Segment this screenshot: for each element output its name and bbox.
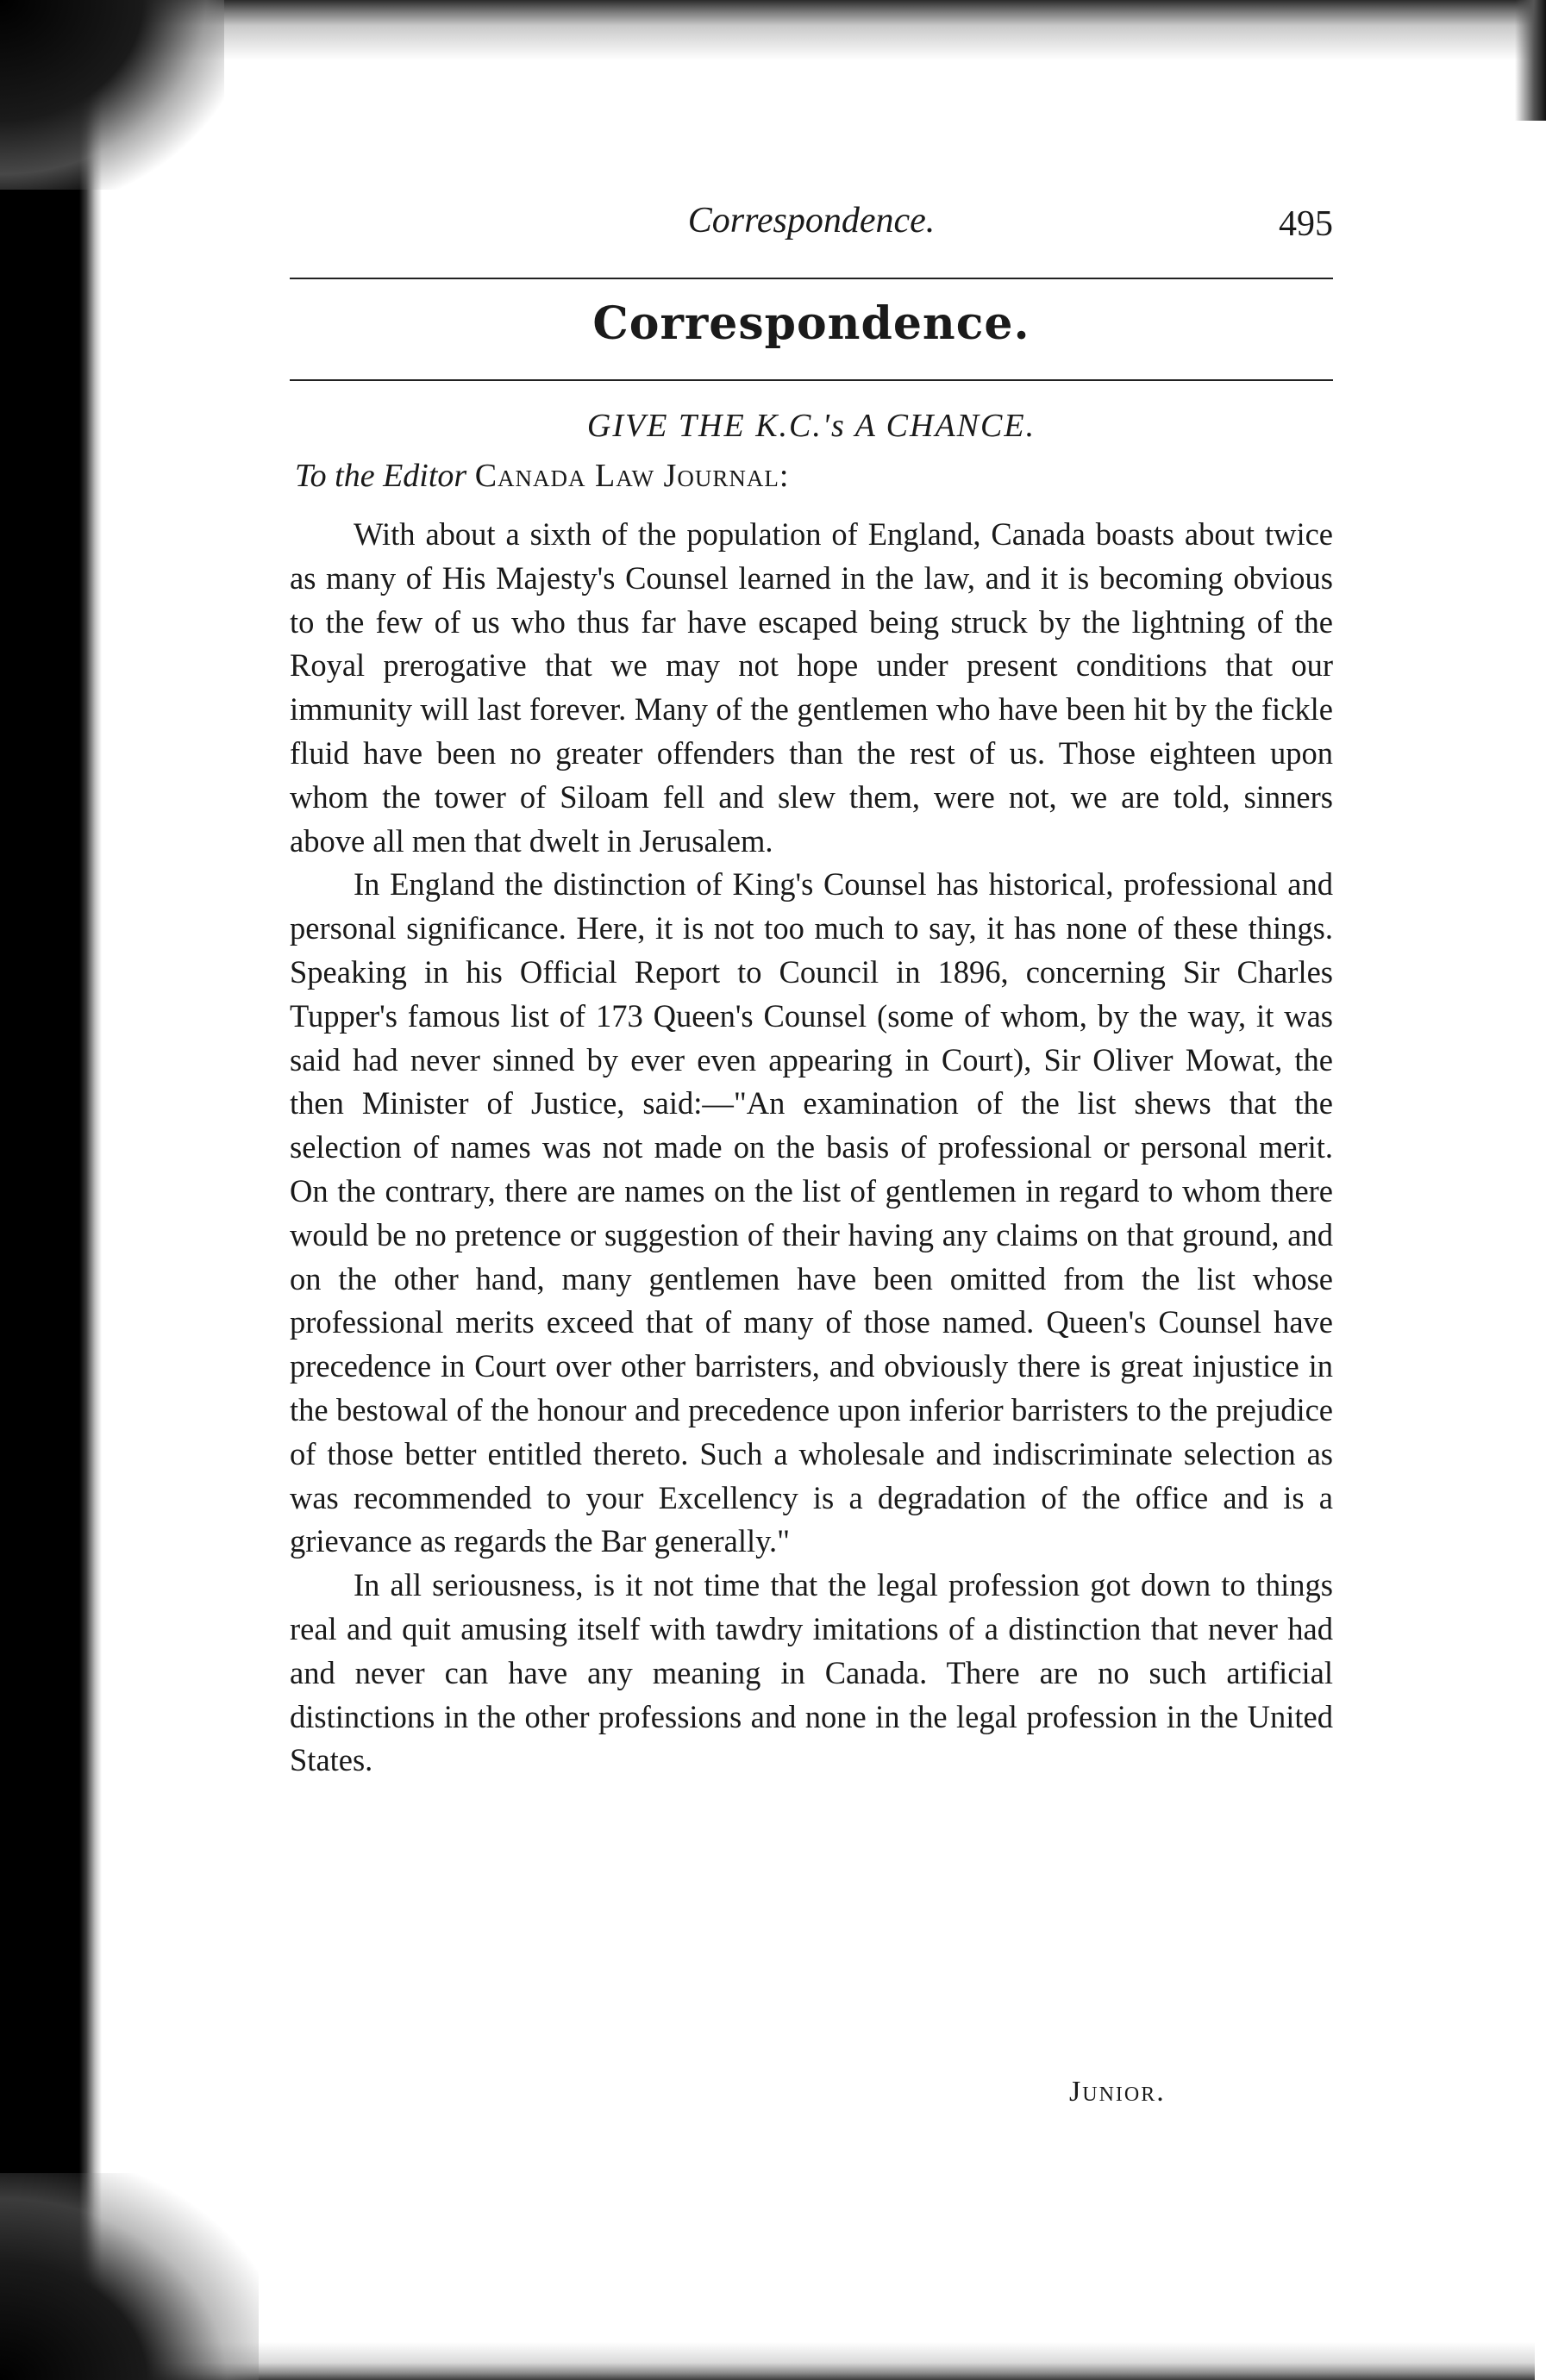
salutation <box>295 457 789 495</box>
scan-edge-top-left <box>0 0 224 190</box>
salutation-prefix: To the Editor <box>295 458 467 494</box>
header-rule <box>290 278 1333 279</box>
section-heading: Correspondence. <box>592 297 1030 350</box>
paragraph-1: With about a sixth of the population of England, Canada boasts about twice as many of His Majesty's Counsel learned in the law, and it is becoming obvious to the few of us who thus far have escaped being struck by the lightning of the Royal prerogative that we may not hope under present conditions that our immunity will last forever. Many of the gentlemen who have been hit by the fickle fluid have been no greater offenders than the rest of us. Those eighteen upon whom the tower of Siloam fell and slew them, were not, we are told, sinners above all men that dwelt in Jerusalem. <box>290 516 1333 859</box>
letter-title: GIVE THE K.C.'s A CHANCE. <box>586 408 1036 444</box>
scan-edge-bottom-left <box>0 2173 259 2380</box>
signature: Junior. <box>1069 2076 1166 2108</box>
paragraph-3: In all seriousness, is it not time that the legal profession got down to things real and quit amusing itself with tawdry imitations of a distinction that never had and never can have any meaning in Canada. There are no such artificial distinctions in the other professions and none in the legal profession in the United States. <box>290 1567 1333 1778</box>
salutation-journal: Canada Law Journal: <box>474 458 790 494</box>
letter-body <box>290 513 1333 1783</box>
page-number: 495 <box>1279 204 1333 244</box>
scan-edge-left <box>0 0 102 2380</box>
scan-edge-top <box>69 0 1546 60</box>
scan-edge-right <box>1515 0 1546 121</box>
paragraph-2: In England the distinction of King's Counsel has historical, professional and personal significance. Here, it is not too much to say, it has none of these things. Speaking in his Official Report to Council in 1896, concerning Sir Charles Tupper's famous list of 173 Queen's Counsel (some of whom, by the way, it was said had never sinned by ever even appearing in Court), Sir Oliver Mowat, the then Minister of Justice, said:—"An examination of the list shews that the selection of names was not made on the basis of professional or personal merit. On the contrary, there are names on the list of gentlemen in regard to whom there would be no pretence or suggestion of their having any claims on that ground, and on the other hand, many gentlemen have been omitted from the list whose professional merits exceed that of many of those named. Queen's Counsel have precedence in Court over other barristers, and obviously there is great injustice in the bestowal of the honour and precedence upon inferior barristers to the prejudice of those better entitled thereto. Such a wholesale and indiscriminate selection as was recommended to your Excellency is a degradation of the office and is a grievance as regards the Bar generally." <box>290 866 1333 1559</box>
scan-edge-bottom <box>86 2342 1535 2380</box>
running-title: Correspondence. <box>687 201 936 240</box>
running-header <box>290 200 1333 252</box>
section-rule <box>290 379 1333 381</box>
